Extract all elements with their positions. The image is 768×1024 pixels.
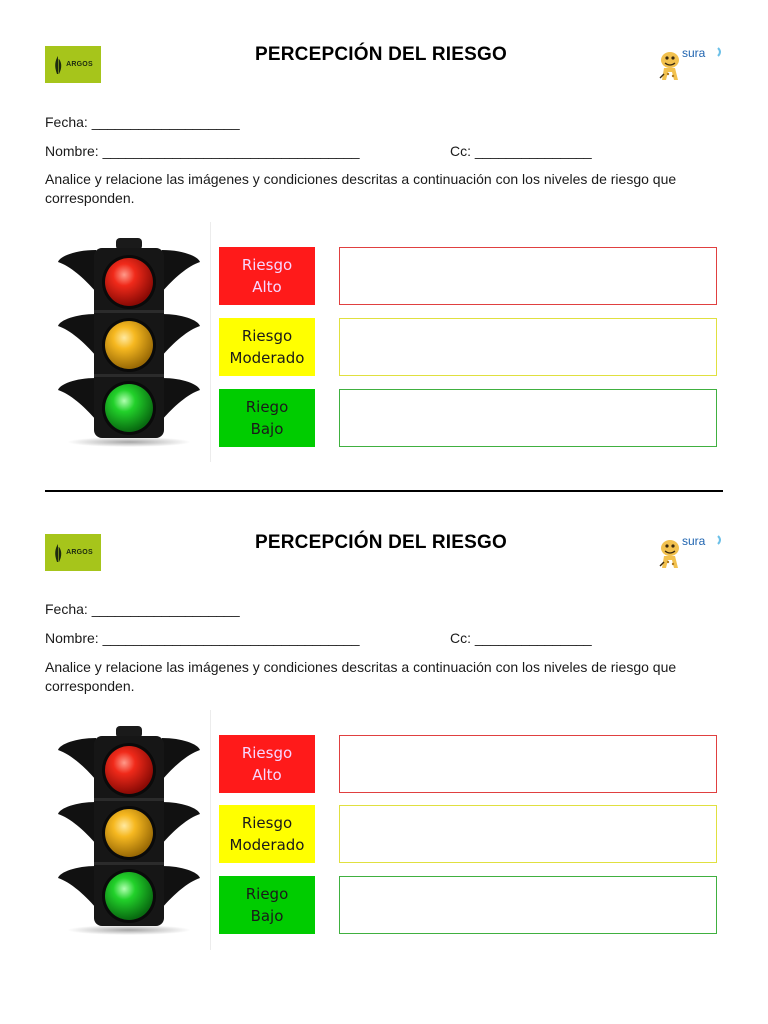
traffic-light-icon: [56, 236, 202, 448]
argos-leaf-icon: [53, 543, 63, 563]
instructions-text: Analice y relacione las imágenes y condiciones descritas a continuación con los niveles de riesgo que corresponden.: [45, 659, 677, 694]
risk-answer-box-low[interactable]: [339, 389, 717, 447]
form-section-2: [0, 488, 768, 958]
column-separator: [210, 710, 211, 950]
sura-logo-text: sura: [682, 534, 706, 548]
argos-logo-text: ARGOS: [66, 61, 93, 68]
risk-label-high: Riesgo Alto: [219, 735, 315, 793]
risk-label-high: Riesgo Alto: [219, 247, 315, 305]
risk-answer-box-moderate[interactable]: [339, 318, 717, 376]
page-title: PERCEPCIÓN DEL RIESGO: [255, 532, 507, 553]
sura-logo-text: sura: [682, 46, 706, 60]
cc-field[interactable]: Cc: _______________: [450, 143, 592, 159]
risk-answer-box-high[interactable]: [339, 735, 717, 793]
risk-label-low: Riego Bajo: [219, 876, 315, 934]
sura-logo: [656, 532, 726, 574]
risk-label-moderate: Riesgo Moderado: [219, 805, 315, 863]
cc-field[interactable]: Cc: _______________: [450, 630, 592, 646]
argos-logo: [45, 534, 101, 571]
argos-leaf-icon: [53, 55, 63, 75]
fecha-field[interactable]: Fecha: ___________________: [45, 601, 240, 617]
risk-label-low: Riego Bajo: [219, 389, 315, 447]
argos-logo-text: ARGOS: [66, 549, 93, 556]
risk-answer-box-low[interactable]: [339, 876, 717, 934]
argos-logo: [45, 46, 101, 83]
risk-label-moderate: Riesgo Moderado: [219, 318, 315, 376]
risk-answer-box-moderate[interactable]: [339, 805, 717, 863]
risk-answer-box-high[interactable]: [339, 247, 717, 305]
fecha-field[interactable]: Fecha: ___________________: [45, 114, 240, 130]
traffic-light-icon: [56, 724, 202, 936]
form-section-1: [0, 0, 768, 470]
nombre-field[interactable]: Nombre: _________________________________: [45, 143, 360, 159]
sura-logo: [656, 44, 726, 86]
column-separator: [210, 222, 211, 462]
page-title: PERCEPCIÓN DEL RIESGO: [255, 44, 507, 65]
nombre-field[interactable]: Nombre: _________________________________: [45, 630, 360, 646]
instructions-text: Analice y relacione las imágenes y condiciones descritas a continuación con los niveles de riesgo que corresponden.: [45, 171, 677, 206]
